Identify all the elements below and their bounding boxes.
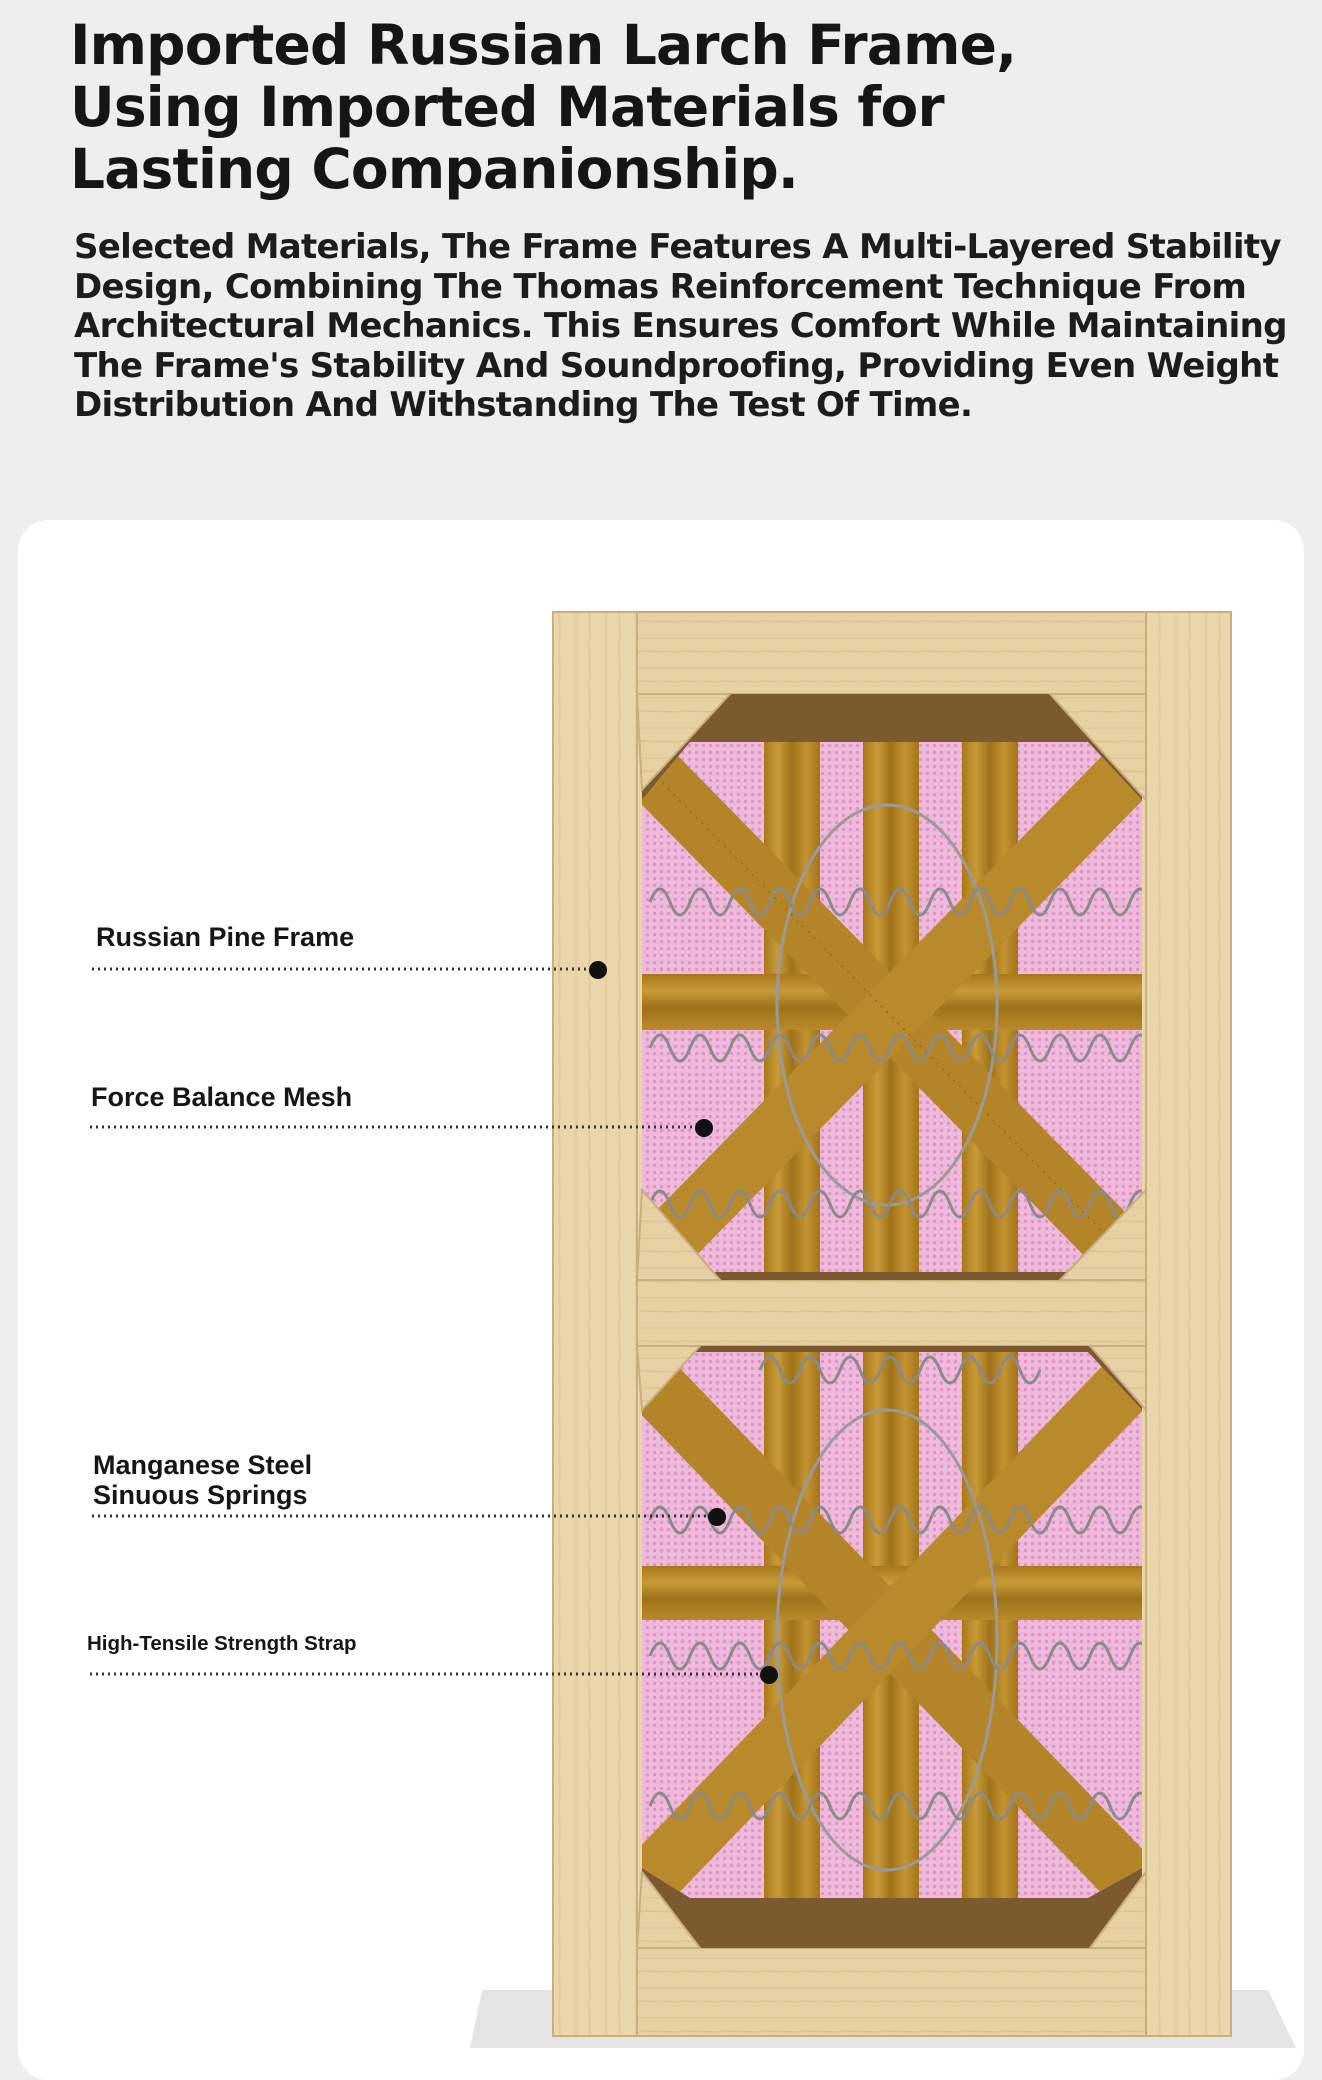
headline-line-3: Lasting Companionship.: [70, 137, 799, 201]
callout-frame-leader: [92, 961, 607, 979]
callout-force-balance-mesh: Force Balance Mesh: [91, 1082, 353, 1112]
callout-springs-line-2: Sinuous Springs: [93, 1480, 308, 1510]
callout-springs-line-1: Manganese Steel: [93, 1450, 313, 1480]
description-line-2: Design, Combining The Thomas Reinforcement Technique From: [74, 266, 1247, 307]
callout-high-tensile-strap: High-Tensile Strength Strap: [87, 1632, 357, 1655]
headline-line-2: Using Imported Materials for: [70, 75, 944, 139]
callout-russian-pine-frame: Russian Pine Frame: [96, 922, 355, 952]
description-line-1: Selected Materials, The Frame Features A Multi-Layered Stability: [74, 227, 1281, 267]
description-line-5: Distribution And Withstanding The Test Of Time.: [74, 385, 973, 425]
callout-manganese-steel-springs: [93, 1450, 312, 1510]
description-line-3: Architectural Mechanics. This Ensures Comfort While Maintaining: [74, 306, 1287, 346]
headline-line-1: Imported Russian Larch Frame,: [70, 13, 1017, 77]
description-line-4: The Frame's Stability And Soundproofing, Providing Even Weight: [74, 345, 1279, 386]
